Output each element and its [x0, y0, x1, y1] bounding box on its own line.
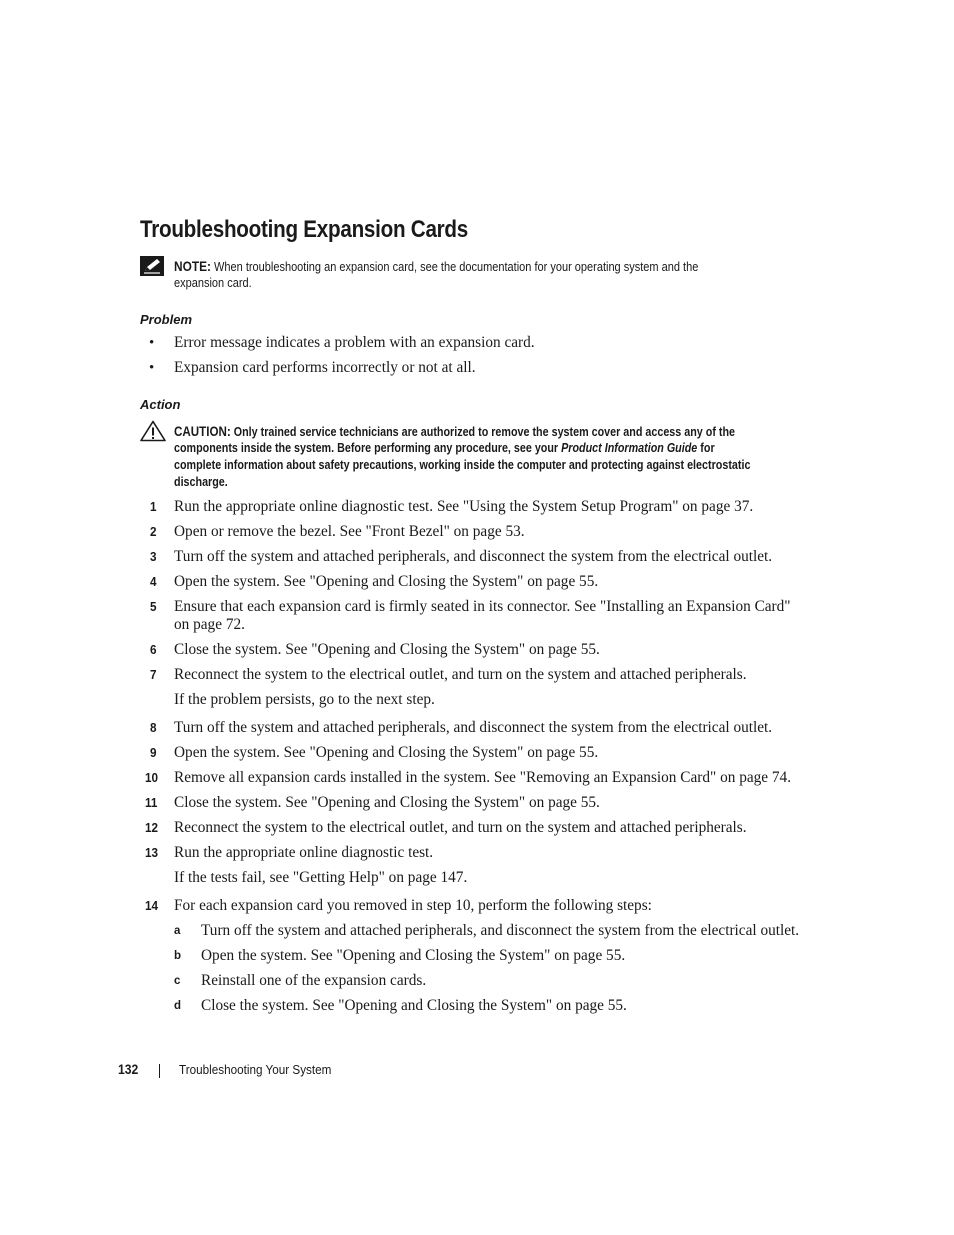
substep-text: Reinstall one of the expansion cards. — [201, 972, 427, 989]
caution-text-2b: for — [700, 441, 715, 455]
step-text: Open the system. See "Opening and Closing the System" on page 55. — [174, 573, 599, 590]
substep-letter: a — [174, 925, 181, 937]
caution-triangle-icon — [140, 420, 166, 442]
substep-text: Open the system. See "Opening and Closing the System" on page 55. — [201, 947, 626, 964]
problem-heading: Problem — [140, 312, 193, 327]
step-text-continued: on page 72. — [174, 616, 245, 633]
note-line-1 — [174, 258, 698, 275]
caution-line-3: complete information about safety precautions, working inside the computer and protecting against electrostatic — [174, 458, 751, 472]
note-text-1: When troubleshooting an expansion card, see the documentation for your operating system and the — [214, 260, 699, 274]
note-line-2: expansion card. — [174, 276, 252, 290]
caution-line-2 — [174, 440, 715, 457]
substep-text: Turn off the system and attached peripherals, and disconnect the system from the electrical outlet. — [201, 922, 800, 939]
step-number: 10 — [145, 770, 159, 785]
step-number: 12 — [145, 820, 159, 835]
page-title: Troubleshooting Expansion Cards — [140, 216, 469, 243]
step-number: 2 — [150, 524, 157, 539]
substep-letter: b — [174, 950, 182, 962]
step-text: Reconnect the system to the electrical outlet, and turn on the system and attached peripherals. — [174, 819, 747, 836]
caution-text-2: components inside the system. Before performing any procedure, see your — [174, 441, 559, 455]
step-note: If the problem persists, go to the next step. — [174, 691, 435, 708]
step-number: 4 — [150, 574, 157, 589]
step-number: 5 — [150, 599, 157, 614]
step-text: Open or remove the bezel. See "Front Bezel" on page 53. — [174, 523, 525, 540]
substep-text: Close the system. See "Opening and Closing the System" on page 55. — [201, 997, 627, 1014]
step-number: 11 — [145, 795, 158, 810]
bullet-marker: • — [149, 360, 155, 376]
product-information-guide-title: Product Information Guide — [561, 441, 698, 455]
substep-letter: d — [174, 1000, 182, 1012]
step-number: 1 — [150, 499, 157, 514]
step-text: Turn off the system and attached peripherals, and disconnect the system from the electrical outlet. — [174, 548, 773, 565]
caution-line-4: discharge. — [174, 475, 228, 489]
step-text: Reconnect the system to the electrical outlet, and turn on the system and attached peripherals. — [174, 666, 747, 683]
note-pencil-icon — [140, 256, 164, 276]
caution-label: CAUTION: — [174, 424, 231, 439]
step-number: 13 — [145, 845, 159, 860]
substep-letter: c — [174, 975, 181, 987]
step-text: Run the appropriate online diagnostic test. — [174, 844, 434, 861]
step-note: If the tests fail, see "Getting Help" on page 147. — [174, 869, 468, 886]
step-number: 14 — [145, 898, 159, 913]
step-text: Turn off the system and attached peripherals, and disconnect the system from the electrical outlet. — [174, 719, 773, 736]
footer-section-title: Troubleshooting Your System — [179, 1062, 332, 1077]
bullet-marker: • — [149, 335, 155, 351]
footer-divider — [159, 1064, 160, 1078]
action-heading: Action — [140, 397, 181, 412]
step-text: Close the system. See "Opening and Closing the System" on page 55. — [174, 641, 600, 658]
caution-text-1: Only trained service technicians are authorized to remove the system cover and access any of the — [233, 425, 736, 439]
step-text: For each expansion card you removed in step 10, perform the following steps: — [174, 897, 652, 914]
step-number: 3 — [150, 549, 157, 564]
step-text: Open the system. See "Opening and Closing the System" on page 55. — [174, 744, 599, 761]
step-number: 9 — [150, 745, 157, 760]
step-number: 8 — [150, 720, 157, 735]
step-text: Remove all expansion cards installed in the system. See "Removing an Expansion Card" on page 74. — [174, 769, 792, 786]
caution-line-1 — [174, 423, 735, 440]
page-number: 132 — [118, 1062, 139, 1077]
step-text: Run the appropriate online diagnostic test. See "Using the System Setup Program" on page 37. — [174, 498, 754, 515]
step-text: Close the system. See "Opening and Closing the System" on page 55. — [174, 794, 600, 811]
problem-bullet-1: Error message indicates a problem with an expansion card. — [174, 334, 535, 351]
step-number: 6 — [150, 642, 157, 657]
problem-bullet-2: Expansion card performs incorrectly or not at all. — [174, 359, 476, 376]
step-number: 7 — [150, 667, 157, 682]
step-text: Ensure that each expansion card is firmly seated in its connector. See "Installing an Expansion Card" — [174, 598, 791, 615]
note-label: NOTE: — [174, 259, 211, 274]
